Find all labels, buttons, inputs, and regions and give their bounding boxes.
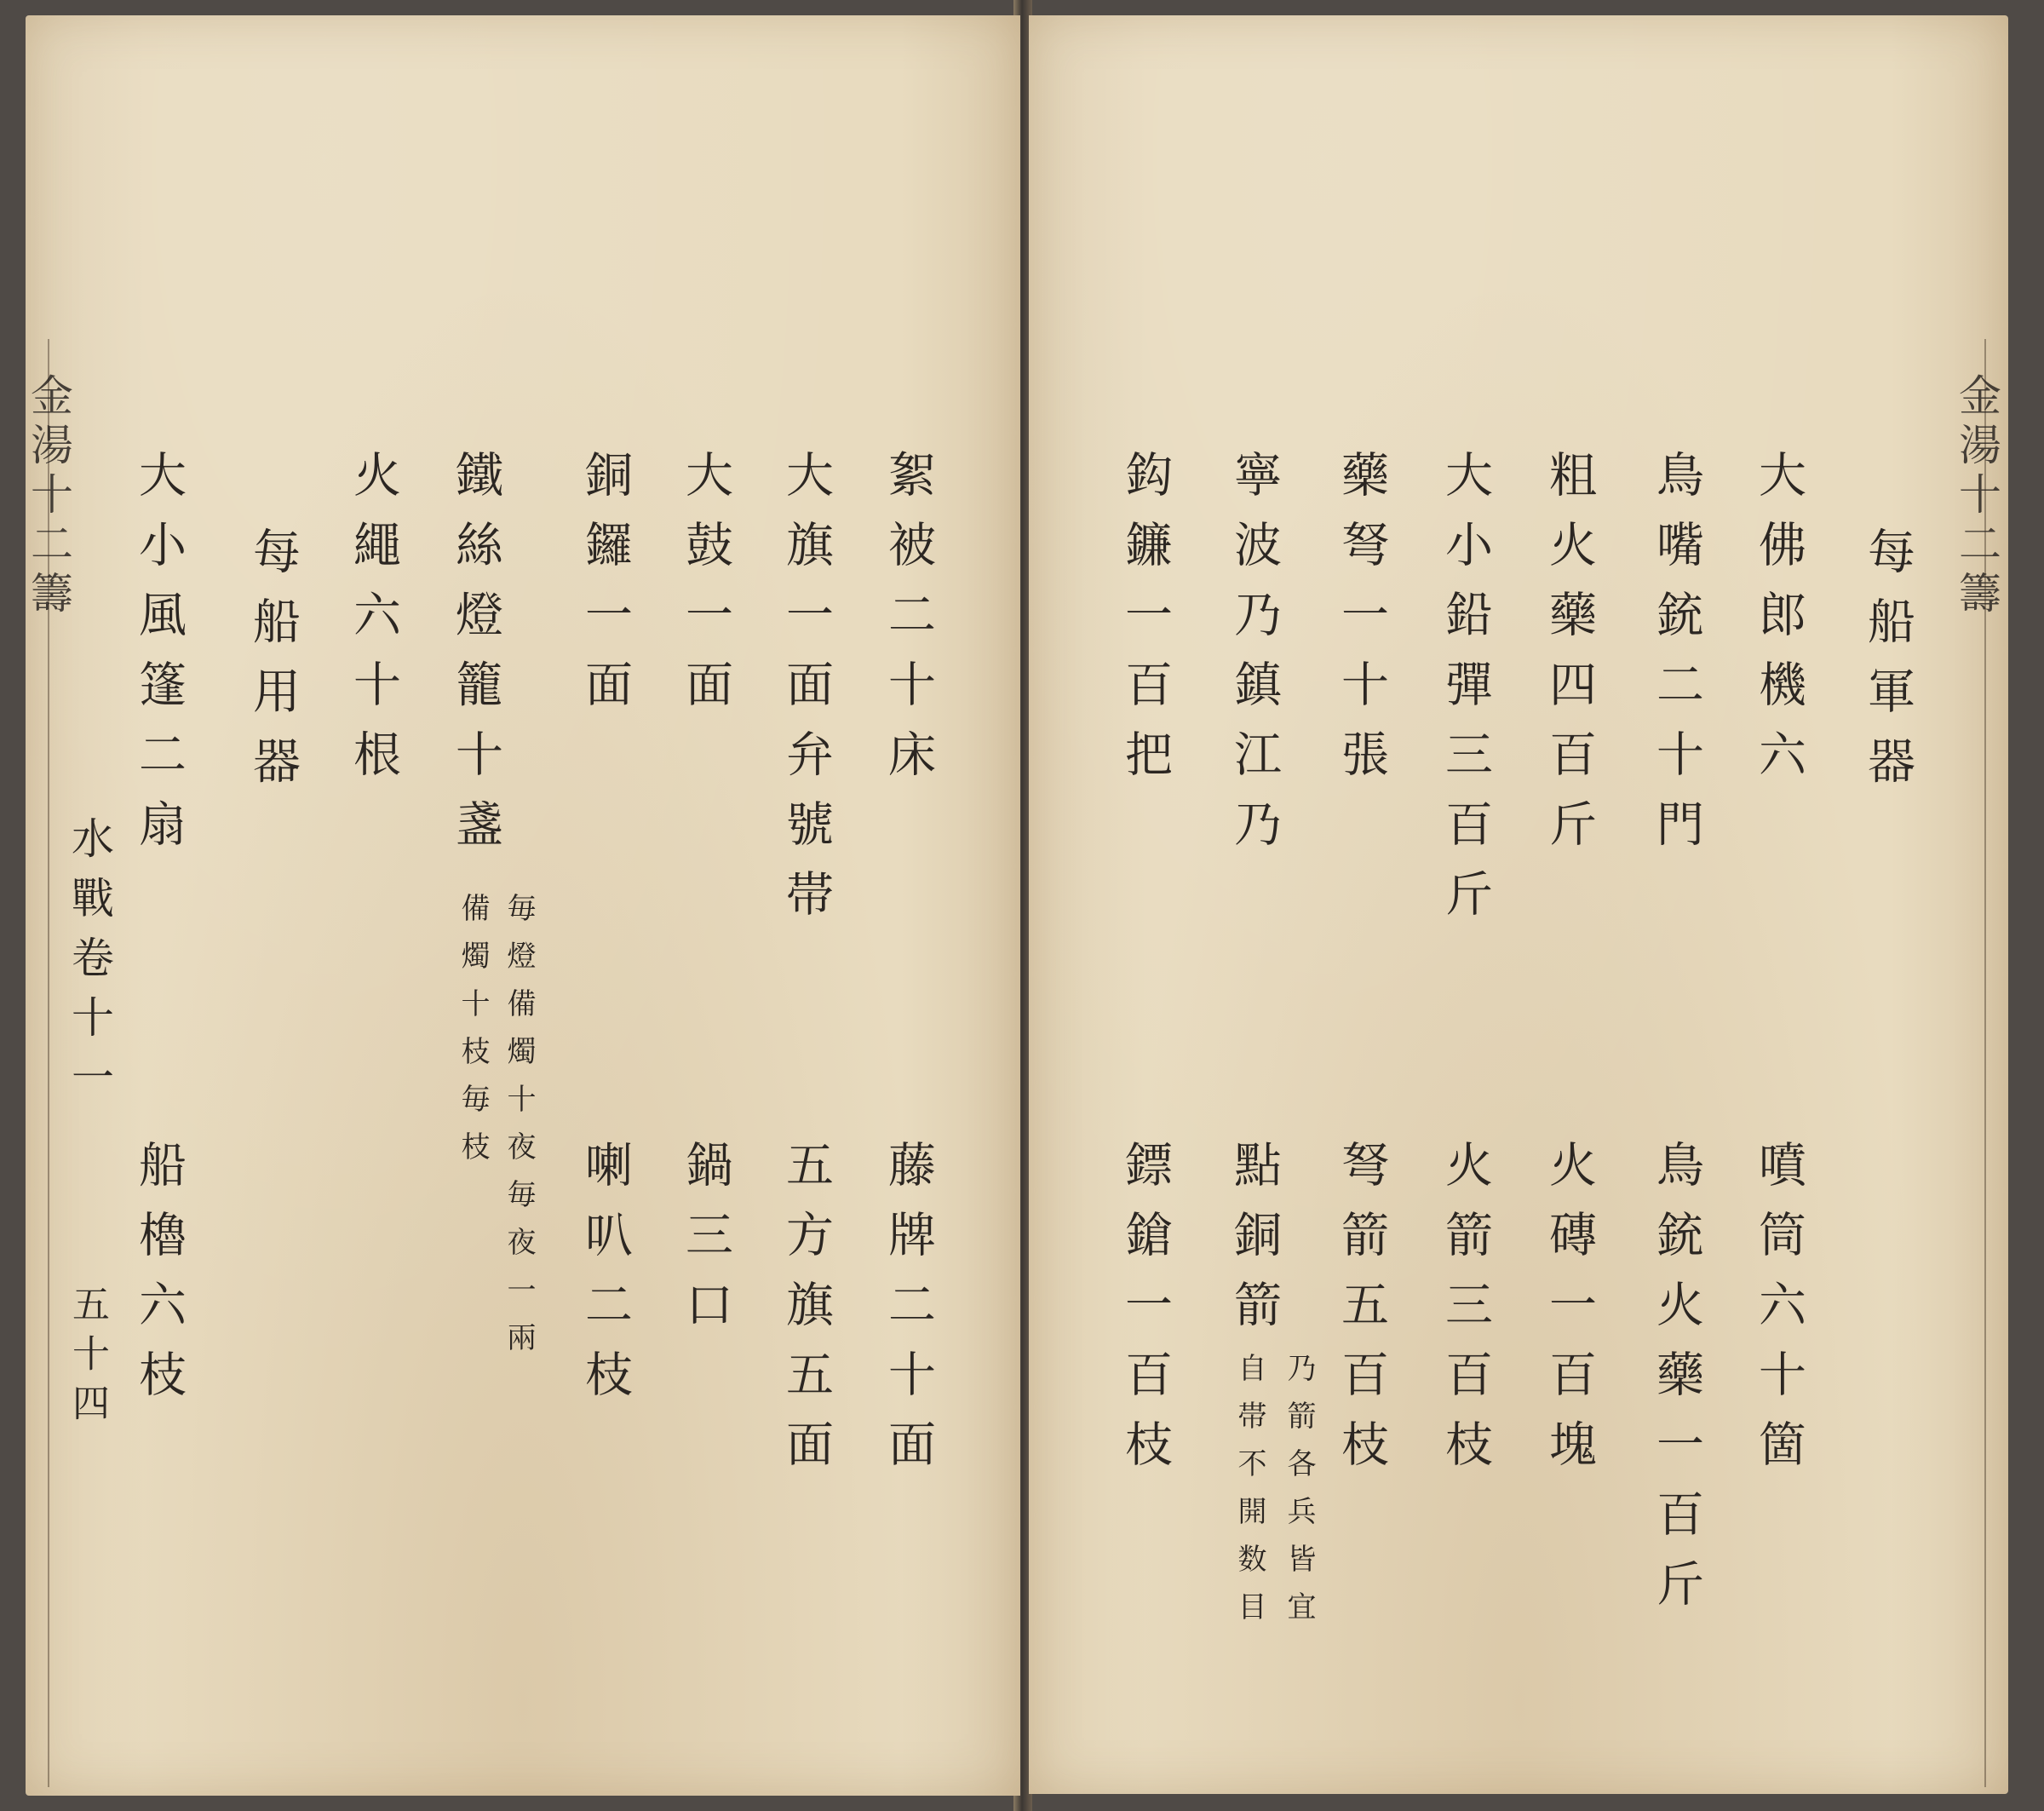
lower-column-4: 火箭三百枝 — [1438, 1140, 1493, 1489]
column-8: 大小風篷二扇 — [131, 450, 187, 869]
section-heading: 每船用器 — [245, 526, 301, 806]
margin-folio: 五十四 — [66, 1285, 109, 1433]
left-page — [26, 15, 1020, 1796]
column-5: 大小鉛彈三百斤 — [1438, 450, 1493, 939]
lower-column-1: 噴筒六十箇 — [1751, 1140, 1806, 1489]
column-4: 銅鑼一面 — [577, 450, 633, 729]
column-3: 大鼓一面 — [678, 450, 733, 729]
lower-column-3: 火磚一百塊 — [1542, 1140, 1597, 1489]
arrow-note-right: 乃箭各兵皆宜 — [1282, 1353, 1316, 1639]
lower-column-5: 船櫓六枝 — [131, 1140, 187, 1419]
column-8: 鈎鐮一百把 — [1117, 450, 1173, 799]
column-5: 鐵絲燈籠十盞 — [448, 450, 503, 869]
lower-column-4: 喇叭二枝 — [577, 1140, 633, 1419]
column-6: 火繩六十根 — [346, 450, 401, 799]
margin-book-title: 金湯十二籌 — [24, 373, 73, 620]
section-heading: 每船軍器 — [1860, 526, 1915, 806]
column-2: 大佛郎機六 — [1751, 450, 1806, 799]
column-3: 鳥嘴銃二十門 — [1649, 450, 1704, 869]
lower-column-2: 五方旗五面 — [778, 1140, 834, 1489]
column-4: 粗火藥四百斤 — [1542, 450, 1597, 869]
lantern-note-right: 毎燈備燭十夜毎夜一兩 — [502, 893, 536, 1370]
margin-book-title: 金湯十二籌 — [1952, 373, 2001, 620]
lower-column-7: 鏢鎗一百枝 — [1117, 1140, 1173, 1489]
column-1: 絮被二十床 — [881, 450, 936, 799]
column-2: 大旗一面弁號帯 — [778, 450, 834, 939]
lower-column-2: 鳥銃火藥一百斤 — [1649, 1140, 1704, 1629]
lower-column-3: 鍋三口 — [678, 1140, 733, 1349]
lower-column-6: 點銅箭 — [1226, 1140, 1282, 1349]
lantern-note-left: 備燭十枝毎枝 — [456, 893, 490, 1179]
column-6: 藥弩一十張 — [1334, 450, 1389, 799]
margin-chapter: 水戰卷十一 — [65, 816, 114, 1114]
lower-column-5: 弩箭五百枝 — [1334, 1140, 1389, 1489]
column-7: 寧波乃鎮江乃 — [1226, 450, 1282, 869]
lower-column-1: 藤牌二十面 — [881, 1140, 936, 1489]
right-page — [1029, 15, 2008, 1794]
arrow-note-left: 自帯不開数目 — [1232, 1353, 1266, 1639]
